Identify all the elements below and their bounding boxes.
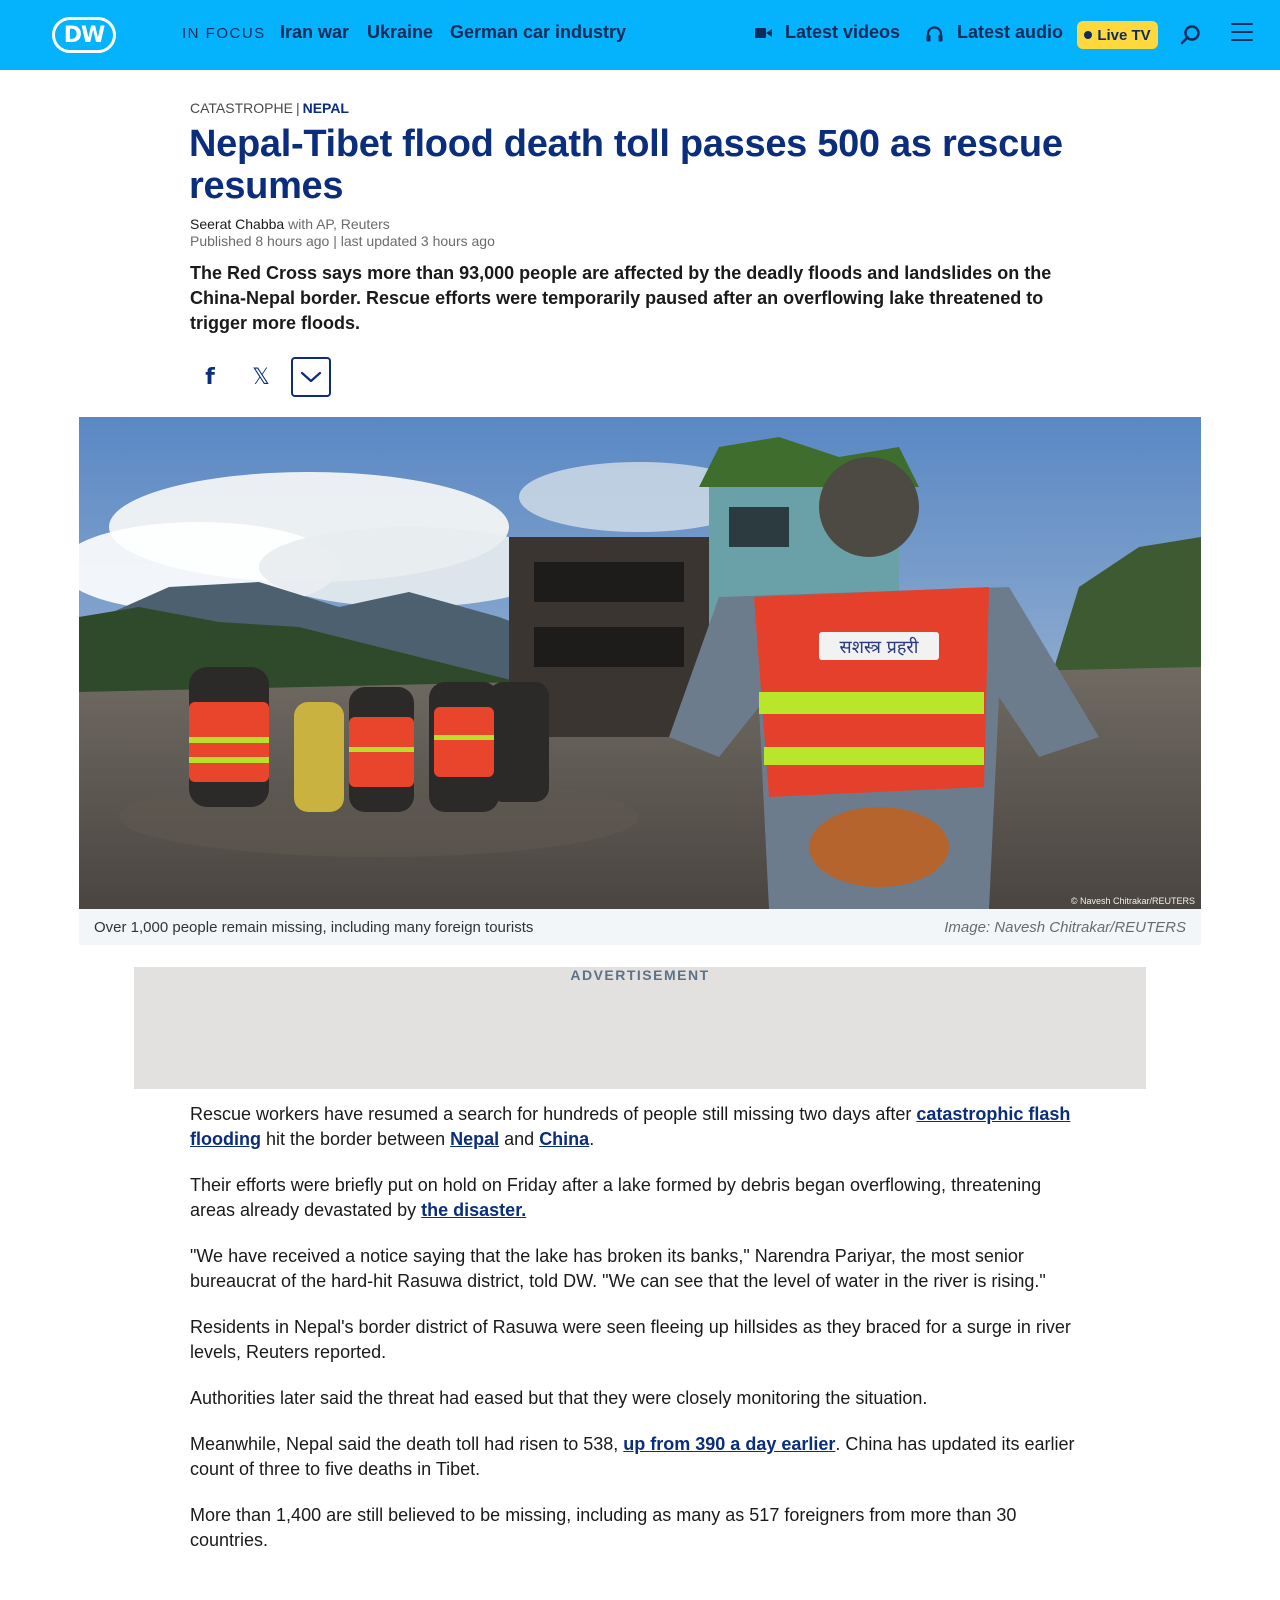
in-focus-label: IN FOCUS [182,25,266,42]
live-tv-label: Live TV [1097,26,1151,44]
search-icon[interactable] [1178,22,1204,48]
logo-text: DW [63,22,105,48]
latest-audio-link[interactable]: Latest audio [957,22,1064,42]
focus-link-ukraine[interactable]: Ukraine [367,22,434,42]
dw-logo[interactable] [52,17,116,53]
paragraph-2: Their efforts were briefly put on hold on Friday after a lake formed by debris began overflowing, threatening areas already devastated by the disaster. [190,1175,1042,1220]
video-camera-icon [755,26,772,45]
paragraph-7: More than 1,400 are still believed to be missing, including as many as 517 foreigners from more than 30 countries. [190,1505,1017,1550]
paragraph-1: Rescue workers have resumed a search for hundreds of people still missing two days after catastrophic flash flooding hit the border between Nepal and China. [190,1104,1071,1149]
article-body [190,1102,1080,1574]
agencies: with AP, Reuters [288,216,390,232]
paragraph-5: Authorities later said the threat had eased but that they were closely monitoring the situation. [190,1388,928,1408]
link-nepal[interactable]: Nepal [450,1129,500,1149]
kicker-category[interactable]: CATASTROPHE [190,100,293,116]
vest-text: सशस्त्र प्रहरी [839,637,919,658]
latest-videos-link[interactable]: Latest videos [785,22,901,42]
image-overlay-credit: © Navesh Chitrakar/REUTERS [1070,896,1195,906]
kicker-region[interactable]: NEPAL [302,100,349,116]
published-date: Published 8 hours ago | last updated 3 hours ago [190,233,495,249]
author-name[interactable]: Seerat Chabba [190,216,285,232]
link-catastrophic-flash-flooding[interactable]: catastrophic flash flooding [190,1104,1071,1149]
image-caption-bar [79,909,1201,945]
advertisement-label: ADVERTISEMENT [570,967,710,983]
live-tv-button[interactable] [1077,21,1158,49]
hero-image[interactable] [79,417,1201,909]
kicker-separator: | [295,100,300,116]
facebook-share-icon[interactable]: f [205,365,215,390]
focus-link-german-car-industry[interactable]: German car industry [450,22,627,42]
x-share-icon[interactable]: 𝕏 [252,365,270,390]
article-teaser: The Red Cross says more than 93,000 people are affected by the deadly floods and landslides on the China-Nepal border. Rescue efforts were temporarily paused after an overflowing lake threatened to trigger more floods. [190,263,1052,333]
top-navigation-bar [0,0,1280,70]
share-more-button[interactable] [291,357,331,397]
paragraph-4: Residents in Nepal's border district of Rasuwa were seen fleeing up hillsides as they braced for a surge in river levels, Reuters reported. [190,1317,1071,1362]
article-title: Nepal-Tibet flood death toll passes 500 as rescue resumes [189,123,1063,207]
focus-link-iran-war[interactable]: Iran war [280,22,350,42]
byline [190,216,390,232]
link-china[interactable]: China [539,1129,590,1149]
hamburger-menu-icon[interactable] [1231,23,1253,45]
image-credit: Image: Navesh Chitrakar/REUTERS [944,919,1186,936]
link-the-disaster[interactable]: the disaster. [421,1200,527,1220]
live-dot-icon [1084,31,1092,39]
link-up-from-390[interactable]: up from 390 a day earlier [623,1434,836,1454]
article-kicker [190,100,349,116]
paragraph-3: "We have received a notice saying that the lake has broken its banks," Narendra Pariyar, the most senior bureaucrat of the hard-hit Rasuwa district, told DW. "We can see that the level of water in the river is rising." [190,1246,1046,1291]
advertisement-slot[interactable] [134,967,1146,1089]
paragraph-6: Meanwhile, Nepal said the death toll had risen to 538, up from 390 a day earlier. China has updated its earlier count of three to five deaths in Tibet. [190,1434,1075,1479]
headphones-icon [926,26,943,47]
image-caption: Over 1,000 people remain missing, including many foreign tourists [94,919,534,936]
chevron-down-icon [293,359,329,395]
